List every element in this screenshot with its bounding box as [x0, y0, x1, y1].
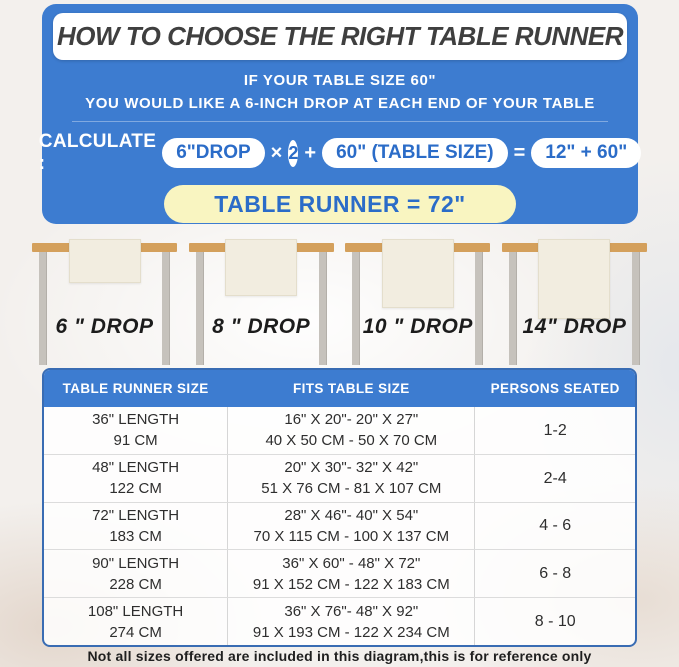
runner-drape — [225, 239, 297, 296]
table-row — [44, 454, 635, 502]
runner-size-inches: 48" LENGTH — [92, 459, 180, 477]
fits-table-cm: 91 X 152 CM - 122 X 183 CM — [252, 575, 450, 593]
fits-table-cell — [227, 550, 475, 597]
fits-table-cm: 51 X 76 CM - 81 X 107 CM — [261, 480, 442, 498]
runner-size-cm: 91 CM — [113, 432, 158, 450]
size-reference-table — [42, 368, 637, 647]
table-illustration-8-drop — [189, 237, 334, 365]
table-leg-left — [352, 252, 360, 365]
runner-size-inches: 72" LENGTH — [92, 506, 180, 524]
calculate-label: CALCULATE : — [38, 131, 157, 174]
runner-size-cell — [44, 553, 227, 595]
runner-size-cm: 183 CM — [109, 527, 162, 545]
runner-result-pill: TABLE RUNNER = 72" — [164, 185, 516, 223]
sum-pill: 12" + 60" — [531, 138, 641, 168]
table-leg-right — [162, 252, 170, 365]
persons-seated-cell: 6 - 8 — [539, 565, 572, 583]
fits-table-cm: 70 X 115 CM - 100 X 137 CM — [253, 527, 450, 545]
runner-size-cell — [44, 601, 227, 643]
fits-table-inches: 16" X 20"- 20" X 27" — [284, 411, 419, 429]
runner-size-inches: 108" LENGTH — [87, 602, 184, 620]
runner-drape — [382, 239, 454, 308]
fits-table-cm: 91 X 193 CM - 122 X 234 CM — [252, 623, 450, 641]
footnote: Not all sizes offered are included in this diagram,this is for reference only — [87, 648, 592, 664]
fits-table-cell — [227, 503, 475, 550]
runner-size-inches: 90" LENGTH — [92, 554, 180, 572]
table-illustration-14-drop — [502, 237, 647, 365]
fits-table-cm: 40 X 50 CM - 50 X 70 CM — [265, 432, 438, 450]
column-header-fits-table: FITS TABLE SIZE — [292, 381, 410, 396]
runner-size-cm: 228 CM — [109, 575, 162, 593]
title-banner — [53, 13, 627, 60]
runner-drape — [69, 239, 141, 283]
runner-size-cell — [44, 409, 227, 451]
fits-table-inches: 20" X 30"- 32" X 42" — [284, 459, 419, 477]
persons-seated-cell: 4 - 6 — [539, 517, 572, 535]
divider-line — [72, 121, 608, 122]
fits-table-cell — [227, 407, 475, 454]
drop-label: 10 " DROP — [362, 315, 473, 338]
multiply-sign: × — [270, 141, 283, 164]
persons-seated-cell: 8 - 10 — [534, 613, 576, 631]
calculation-formula — [38, 131, 638, 175]
equals-sign: = — [513, 141, 526, 164]
page-title: HOW TO CHOOSE THE RIGHT TABLE RUNNER — [56, 21, 624, 51]
runner-size-cell — [44, 505, 227, 547]
fits-table-inches: 36" X 76"- 48" X 92" — [284, 602, 419, 620]
table-leg-left — [509, 252, 517, 365]
table-leg-left — [196, 252, 204, 365]
column-header-persons: PERSONS SEATED — [490, 381, 620, 396]
table-row — [44, 597, 635, 645]
table-size-pill: 60" (TABLE SIZE) — [322, 138, 508, 168]
runner-size-inches: 36" LENGTH — [92, 411, 180, 429]
table-leg-right — [475, 252, 483, 365]
multiplier-badge: 2 — [288, 140, 298, 167]
persons-seated-cell: 1-2 — [543, 421, 567, 439]
drop-label: 8 " DROP — [212, 315, 311, 338]
fits-table-inches: 36" X 60" - 48" X 72" — [282, 554, 421, 572]
runner-size-cell — [44, 457, 227, 499]
drop-label: 6 " DROP — [55, 315, 154, 338]
subtitle-line-1: IF YOUR TABLE SIZE 60" — [243, 72, 437, 89]
table-illustration-6-drop — [32, 237, 177, 365]
drop-label: 14" DROP — [522, 315, 627, 338]
subtitle — [42, 69, 638, 115]
result-row — [42, 185, 638, 223]
fits-table-cell — [227, 455, 475, 502]
runner-size-cm: 122 CM — [109, 480, 162, 498]
table-row — [44, 502, 635, 550]
column-header-runner-size: TABLE RUNNER SIZE — [62, 381, 209, 396]
drop-pill: 6"DROP — [162, 138, 264, 168]
table-leg-left — [39, 252, 47, 365]
header-panel — [38, 4, 638, 224]
runner-size-cm: 274 CM — [109, 623, 162, 641]
subtitle-line-2: YOU WOULD LIKE A 6-INCH DROP AT EACH END OF YOUR TABLE — [85, 95, 595, 112]
table-row — [44, 407, 635, 454]
fits-table-inches: 28" X 46"- 40" X 54" — [284, 506, 419, 524]
persons-seated-cell: 2-4 — [543, 469, 567, 487]
fits-table-cell — [227, 598, 475, 645]
runner-drape — [538, 239, 610, 319]
table-leg-right — [632, 252, 640, 365]
plus-sign: + — [304, 141, 317, 164]
drop-illustrations — [32, 237, 647, 365]
table-leg-right — [319, 252, 327, 365]
table-row — [44, 549, 635, 597]
table-header-row — [44, 370, 635, 407]
table-illustration-10-drop — [345, 237, 490, 365]
